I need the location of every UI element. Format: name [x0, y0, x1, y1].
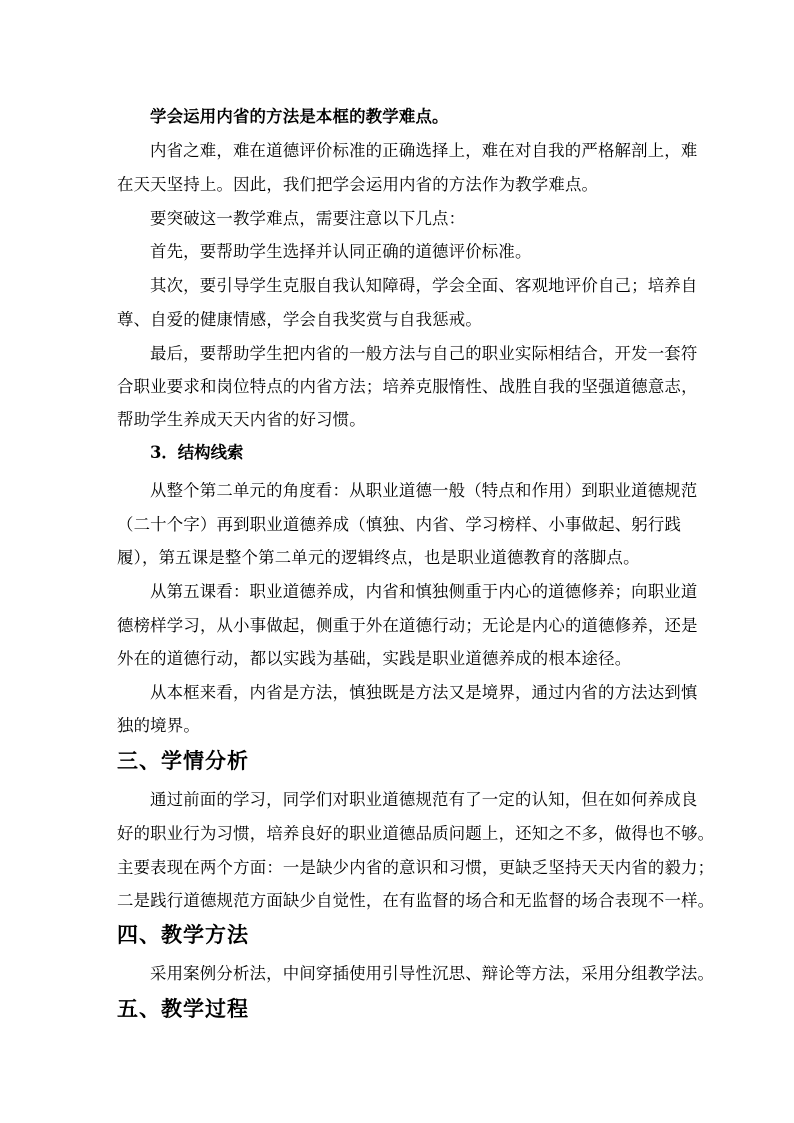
paragraph-line: 从本框来看，内省是方法，慎独既是方法又是境界，通过内省的方法达到慎	[150, 683, 698, 702]
section-heading-teaching-process: 五、教学过程	[117, 997, 249, 1021]
paragraph-line: 履），第五课是整个第二单元的逻辑终点，也是职业道德教育的落脚点。	[117, 548, 640, 567]
paragraph-line: 独的境界。	[117, 716, 200, 735]
paragraph-line: 从整个第二单元的角度看：从职业道德一般（特点和作用）到职业道德规范	[150, 481, 698, 500]
paragraph-line: 采用案例分析法，中间穿插使用引导性沉思、辩论等方法，采用分组教学法。	[150, 964, 715, 983]
paragraph-line: 好的职业行为习惯，培养良好的职业道德品质问题上，还知之不多，做得也不够。	[117, 824, 715, 843]
paragraph-line: 德榜样学习，从小事做起，侧重于外在道德行动；无论是内心的道德修养，还是	[117, 616, 698, 635]
paragraph-line: 最后，要帮助学生把内省的一般方法与自己的职业实际相结合，开发一套符	[150, 344, 698, 363]
paragraph-line: 在天天坚持上。因此，我们把学会运用内省的方法作为教学难点。	[117, 175, 599, 194]
paragraph-line: 从第五课看：职业道德养成，内省和慎独侧重于内心的道德修养；向职业道	[150, 582, 698, 601]
section-heading-teaching-methods: 四、教学方法	[117, 923, 249, 947]
paragraph-line: 首先，要帮助学生选择并认同正确的道德评价标准。	[150, 242, 532, 261]
paragraph-line: 外在的道德行动，都以实践为基础，实践是职业道德养成的根本途径。	[117, 649, 632, 668]
section-3-heading: 3．结构线索	[150, 443, 244, 462]
paragraph-line: 合职业要求和岗位特点的内省方法；培养克服惰性、战胜自我的坚强道德意志，	[117, 377, 698, 396]
paragraph-line: 要突破这一教学难点，需要注意以下几点：	[150, 209, 466, 228]
paragraph-line: 帮助学生养成天天内省的好习惯。	[117, 410, 366, 429]
paragraph-line: 二是践行道德规范方面缺少自觉性，在有监督的场合和无监督的场合表现不一样。	[117, 891, 715, 910]
paragraph-line: 内省之难，难在道德评价标准的正确选择上，难在对自我的严格解剖上，难	[150, 141, 698, 160]
section-heading-learning-analysis: 三、学情分析	[117, 749, 249, 773]
difficulty-heading: 学会运用内省的方法是本框的教学难点。	[150, 107, 449, 126]
paragraph-line: 通过前面的学习，同学们对职业道德规范有了一定的认知，但在如何养成良	[150, 790, 698, 809]
paragraph-line: （二十个字）再到职业道德养成（慎独、内省、学习榜样、小事做起、躬行践	[117, 515, 682, 534]
paragraph-line: 其次，要引导学生克服自我认知障碍，学会全面、客观地评价自己；培养自	[150, 276, 698, 295]
paragraph-line: 尊、自爱的健康情感，学会自我奖赏与自我惩戒。	[117, 310, 482, 329]
paragraph-line: 主要表现在两个方面：一是缺少内省的意识和习惯，更缺乏坚持天天内省的毅力；	[117, 858, 715, 877]
